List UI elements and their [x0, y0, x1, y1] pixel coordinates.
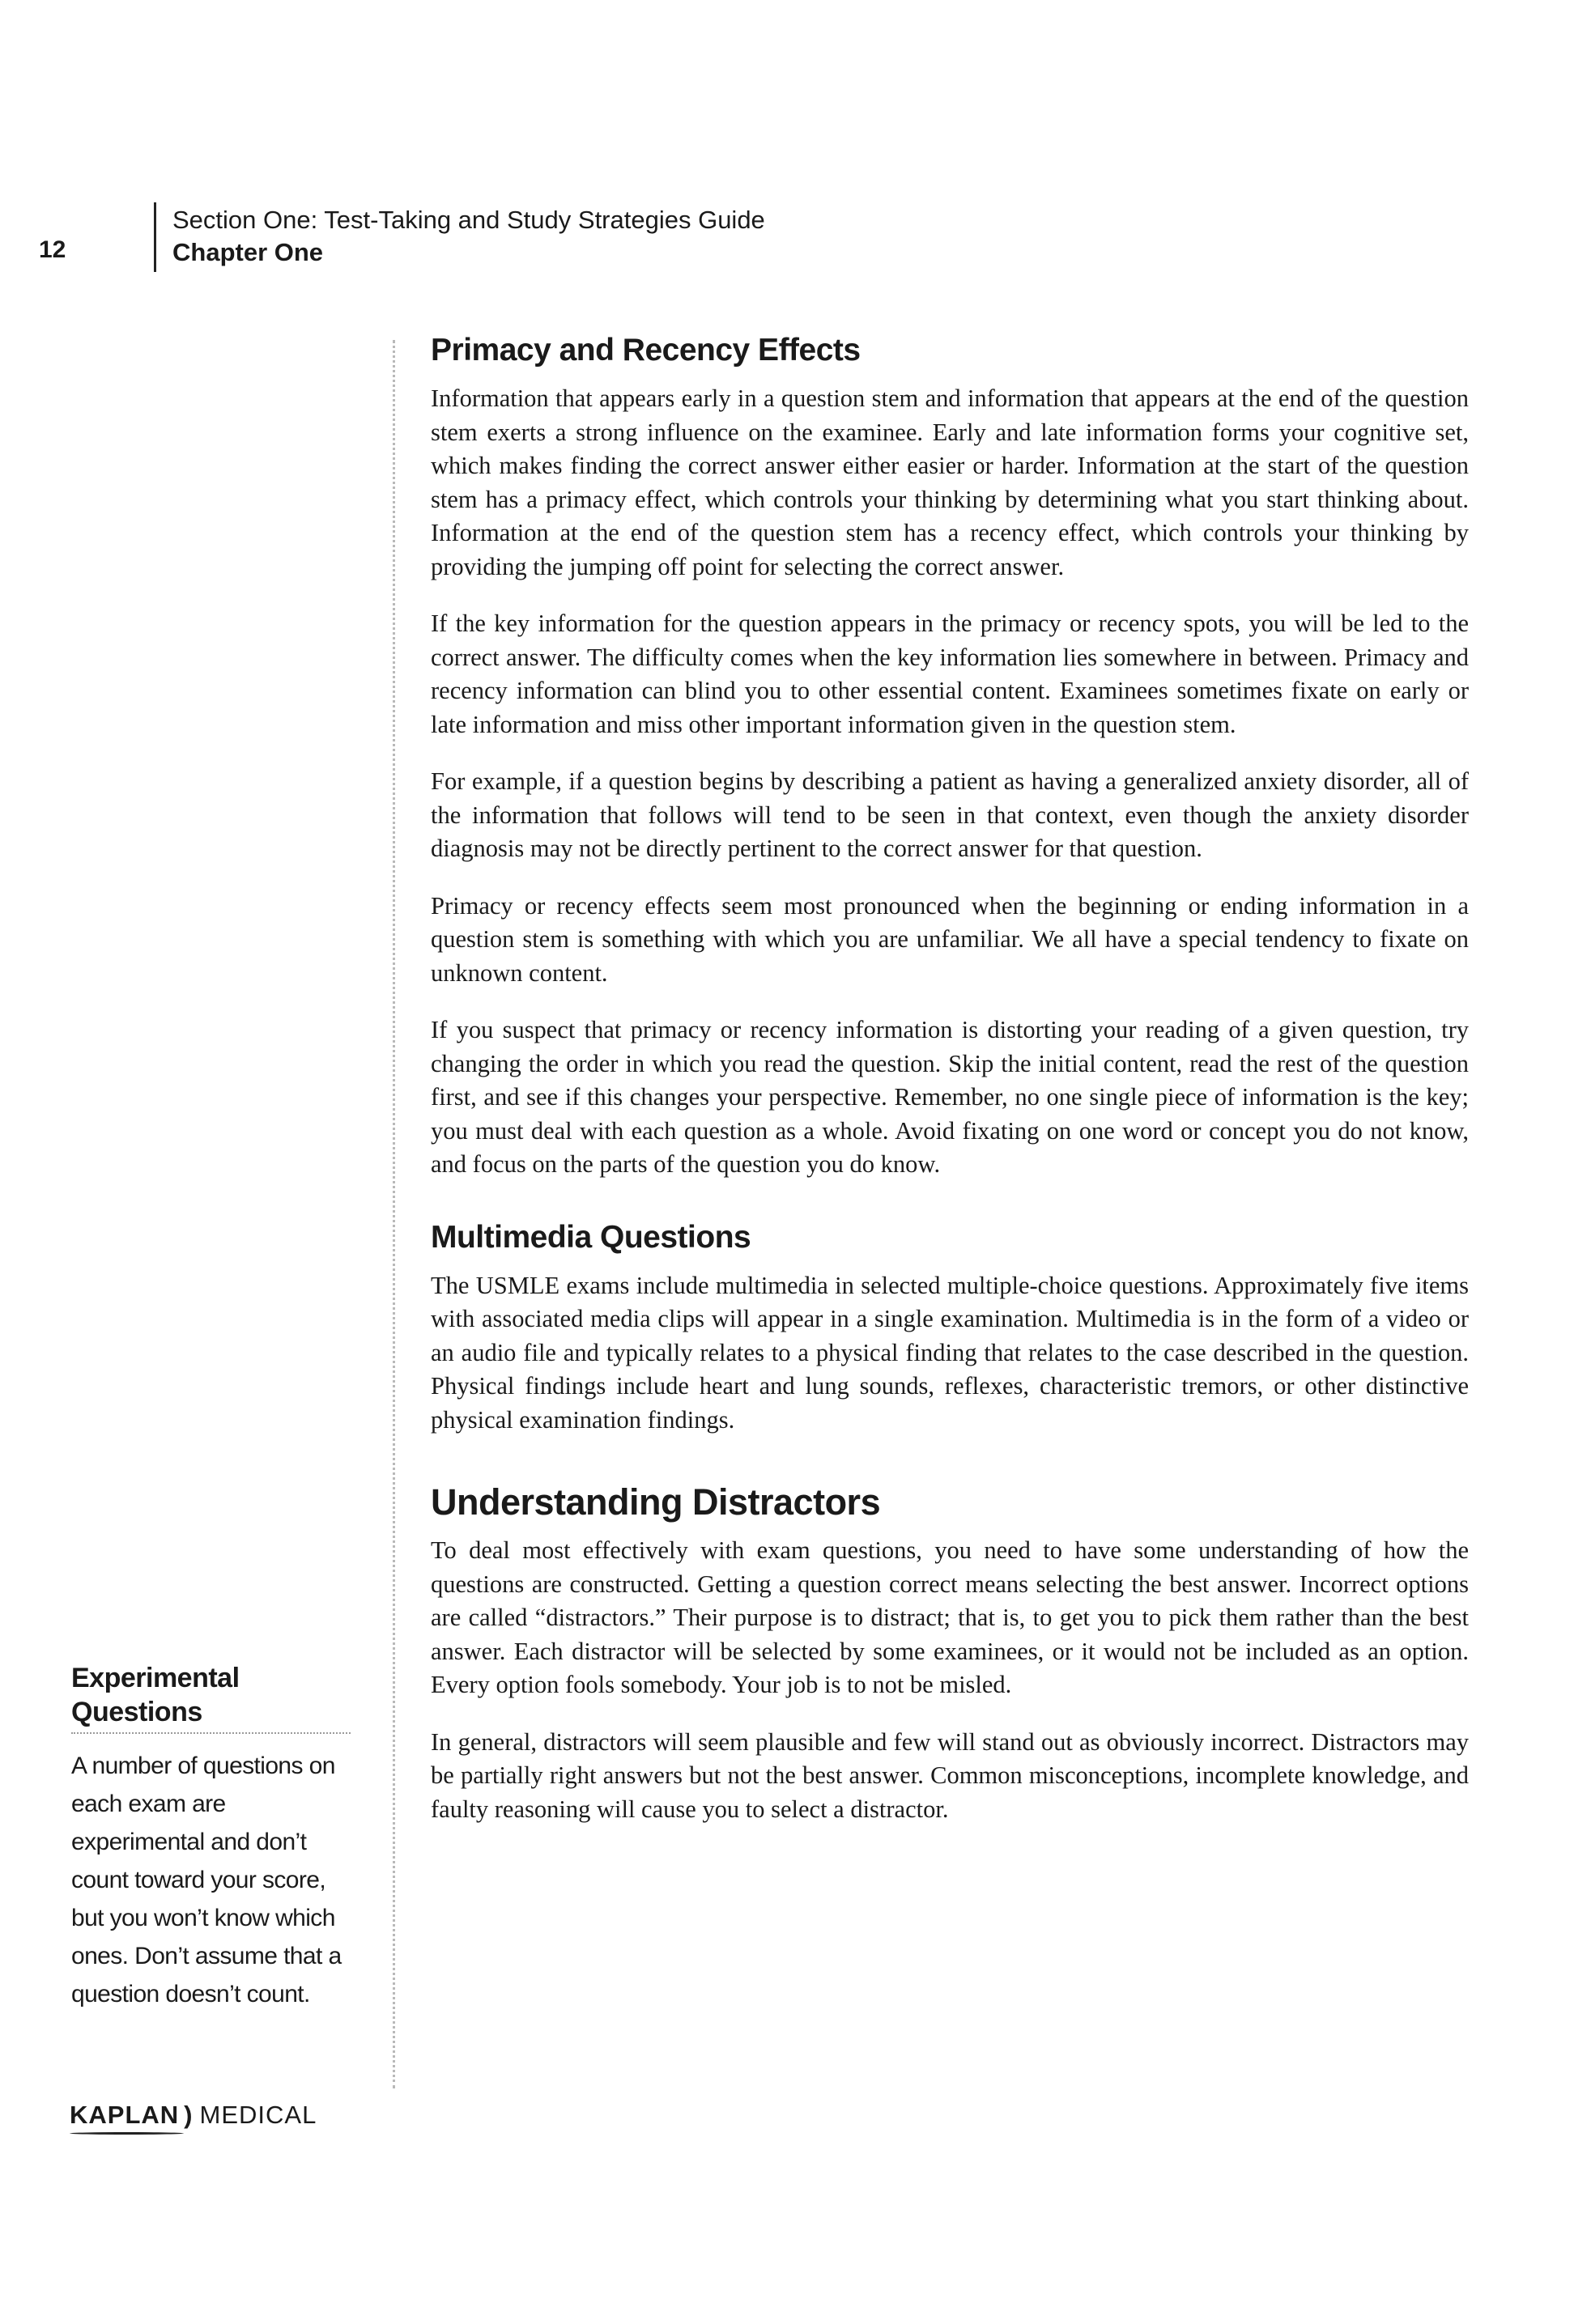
section-title: Primacy and Recency Effects: [431, 333, 861, 368]
paragraph: For example, if a question begins by describing a patient as having a generalized anxiety disorder, all of the information that follows will tend to be seen in that context, even though the anxiety disorder diagnosis may not be directly pertinent to the correct answer for that question.: [431, 767, 1469, 862]
header-divider: [154, 202, 156, 272]
section-title: Understanding Distractors: [431, 1481, 881, 1523]
paragraph: The USMLE exams include multimedia in selected multiple-choice questions. Approximately five items with associated media clips will appear in a single examination. Multimedia is in the form of a video or an audio file and typically relates to a physical finding that relates to the case described in the question. Physical findings include heart and lung sounds, reflexes, characteristic tremors, or other distinctive physical examination findings.: [431, 1271, 1469, 1434]
paragraph: Primacy or recency effects seem most pronounced when the beginning or ending information in a question stem is something with which you are unfamiliar. We all have a special tendency to fixate on unknown content.: [431, 891, 1469, 987]
logo-paren: ): [184, 2101, 194, 2129]
section-multimedia: [431, 1217, 1469, 1438]
sidebar-title: Experimental Questions: [71, 1663, 240, 1727]
logo-swoosh: [70, 2132, 184, 2135]
sidebar-note: [71, 1661, 363, 2013]
sidebar-divider: [71, 1732, 351, 1734]
section-primacy-recency: [431, 330, 1469, 1182]
column-divider: [393, 340, 395, 2088]
page-number: 12: [39, 236, 66, 263]
main-column: [431, 330, 1469, 1850]
sidebar-text: A number of questions on each exam are experimental and don’t count toward your score, but you won’t know which ones. Don’t assume that a question doesn’t count.: [71, 1753, 342, 2007]
paragraph: To deal most effectively with exam questions, you need to have some understanding of how the questions are constructed. Getting a question correct means selecting the best answer. Incorrect options are called “distractors.” Their purpose is to distract; that is, to get you to pick them rather than the best answer. Each distractor will be selected by some examinees, or it would not be included as an option. Every option fools somebody. Your job is to not be misled.: [431, 1536, 1469, 1698]
section-distractors: [431, 1482, 1469, 1826]
paragraph: In general, distractors will seem plausible and few will stand out as obviously incorrect. Distractors may be partially right answers but not the best answer. Common misconceptions, incomplete knowledge, and faulty reasoning will cause you to select a distractor.: [431, 1727, 1469, 1823]
paragraph: If the key information for the question appears in the primacy or recency spots, you will be led to the correct answer. The difficulty comes when the key information lies somewhere in between. Primacy and recency information can blind you to other essential content. Examinees sometimes fixate on early or late information and miss other important information given in the question stem.: [431, 610, 1469, 738]
logo-brand: KAPLAN: [70, 2101, 184, 2130]
chapter-heading: Chapter One: [172, 238, 324, 266]
section-title: Multimedia Questions: [431, 1219, 751, 1255]
logo-word: MEDICAL: [199, 2101, 317, 2129]
paragraph: Information that appears early in a question stem and information that appears at the end of the question stem exerts a strong influence on the examinee. Early and late information forms your cognitive set, which makes finding the correct answer either easier or harder. Information at the start of the question stem has a primacy effect, which controls your thinking by determining what you start thinking about. Information at the end of the question stem has a recency effect, which controls your thinking by providing the jumping off point for selecting the correct answer.: [431, 385, 1469, 580]
running-head: [172, 204, 765, 269]
kaplan-medical-logo: [70, 2101, 317, 2130]
section-heading: Section One: Test-Taking and Study Strategies Guide: [172, 206, 765, 234]
paragraph: If you suspect that primacy or recency information is distorting your reading of a given question, try changing the order in which you read the question. Skip the initial content, read the rest of the question first, and see if this changes your perspective. Remember, no one single piece of information is the key; you must deal with each question as a whole. Avoid fixating on one word or concept you do not know, and focus on the parts of the question you do know.: [431, 1016, 1469, 1178]
